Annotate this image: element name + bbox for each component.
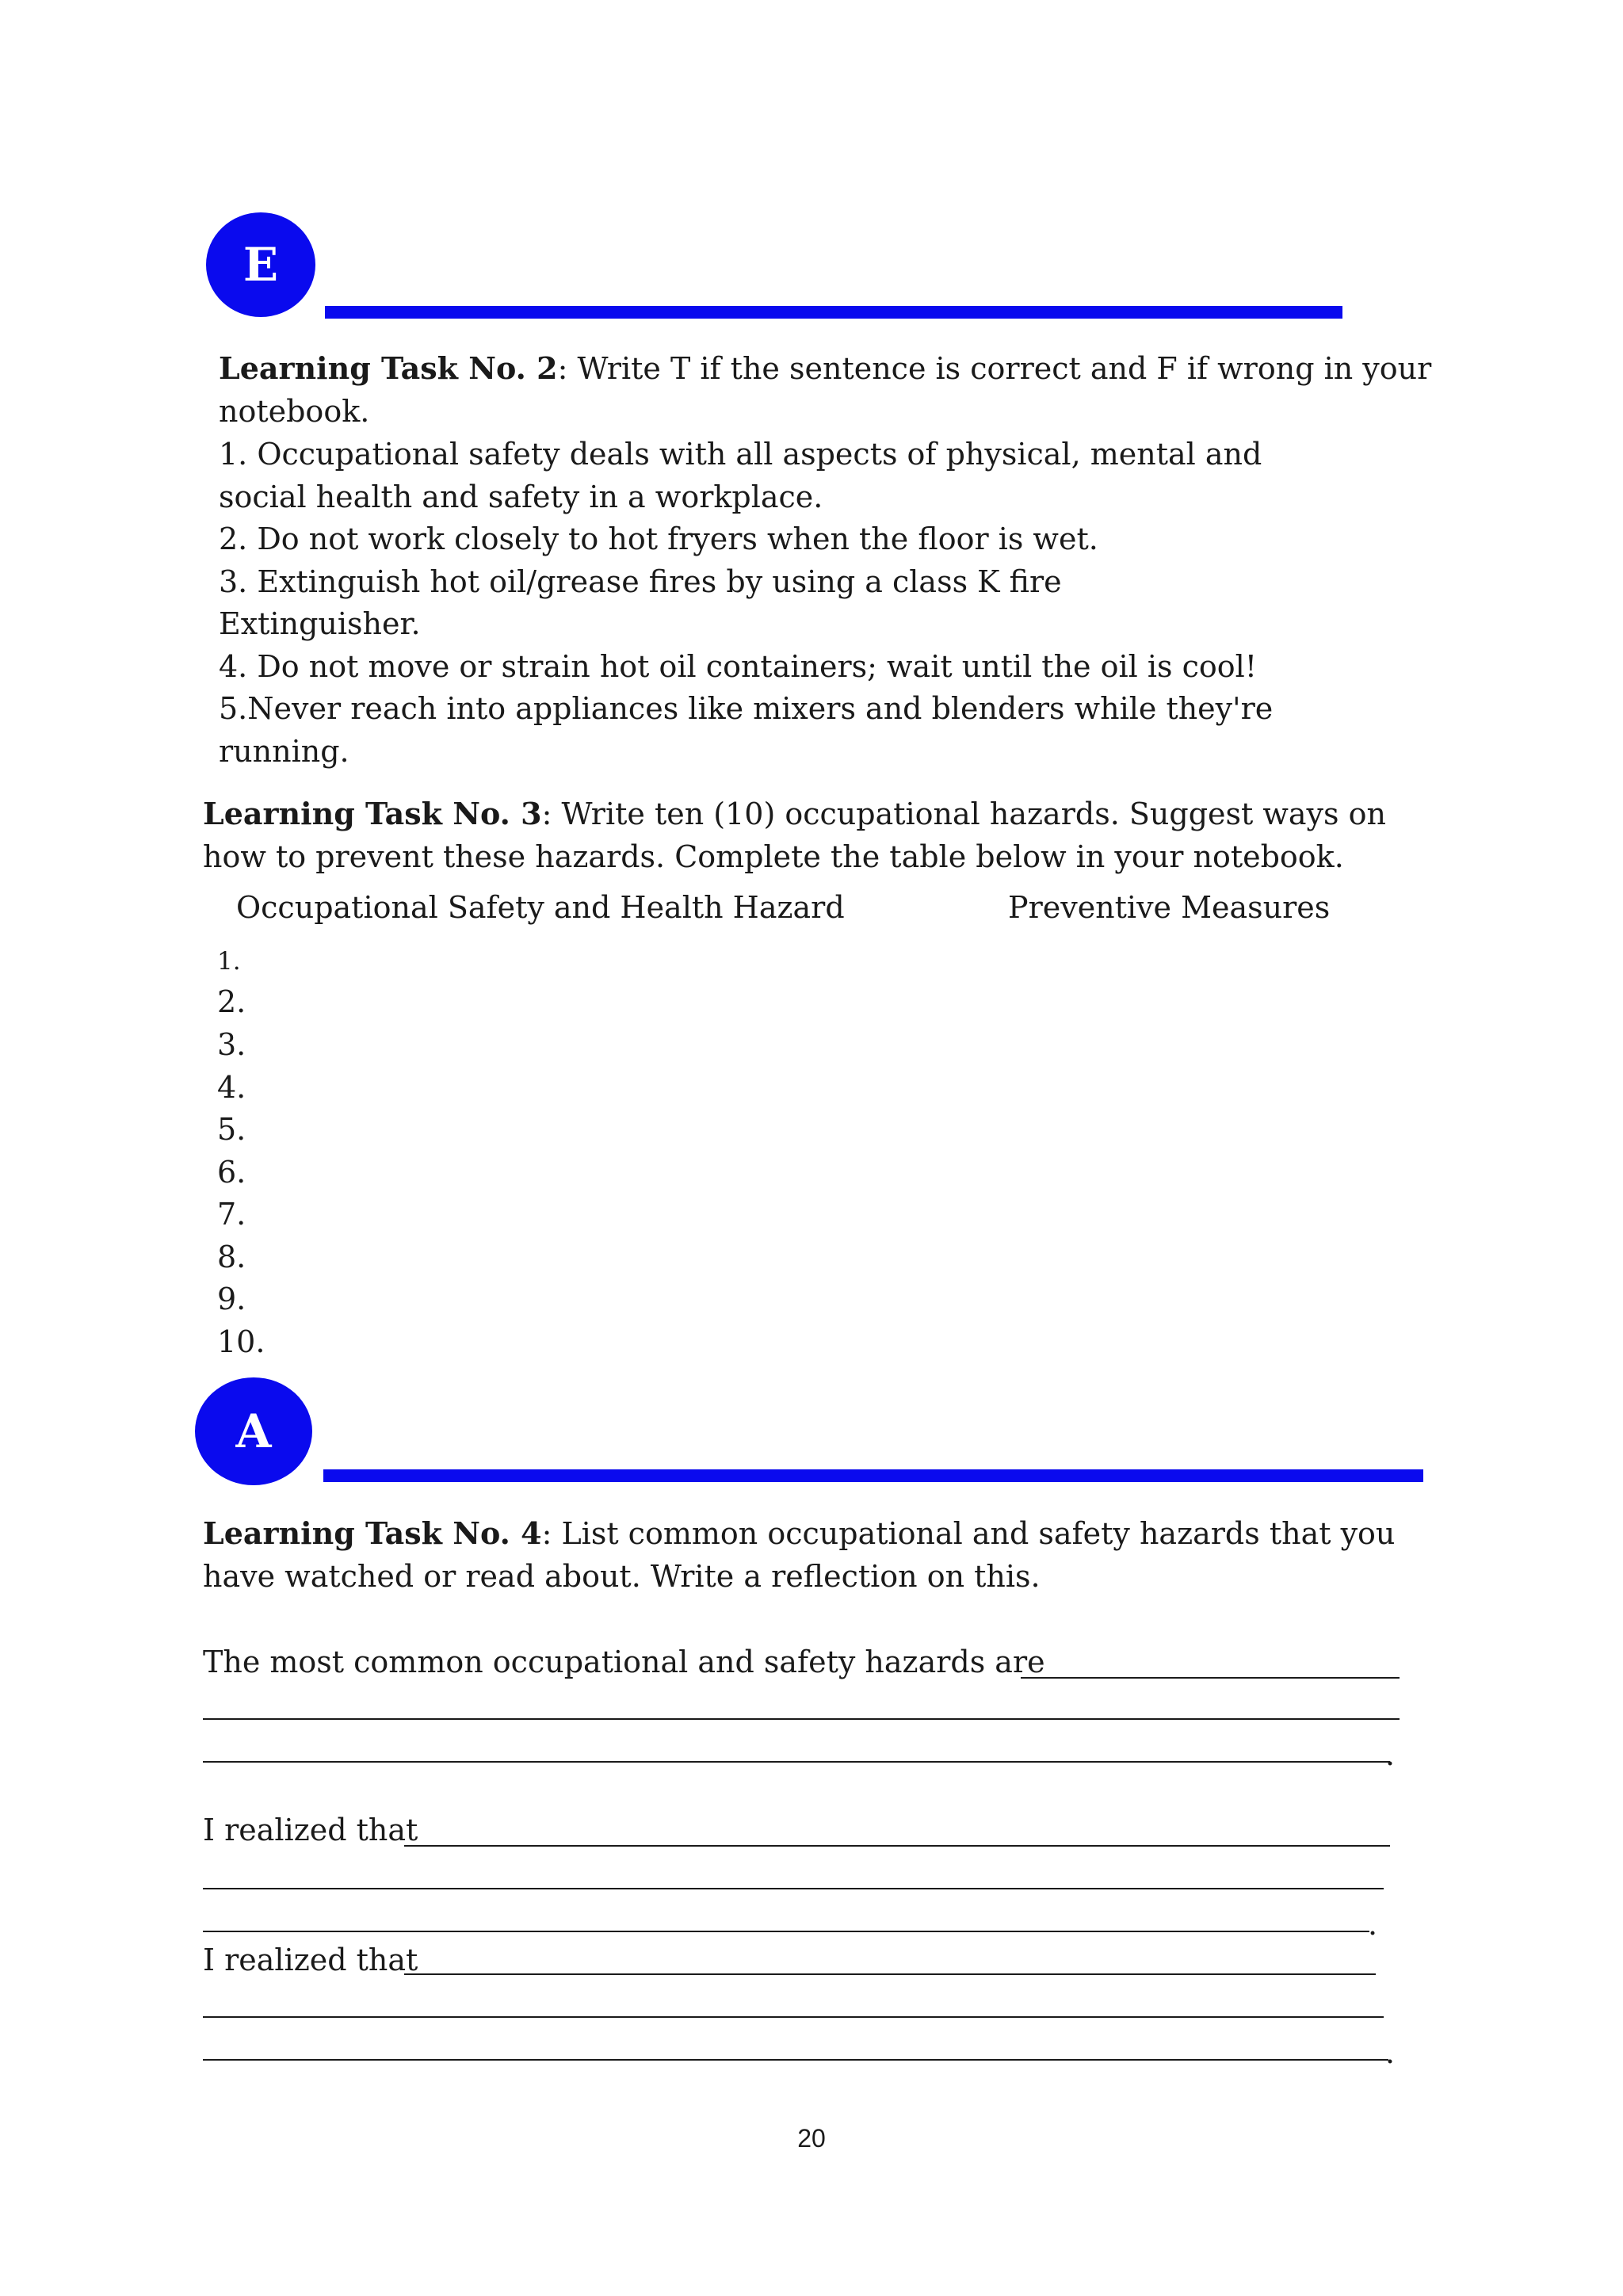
hazard-number-1: 1. [217, 947, 241, 976]
task2-instruction: : Write T if the sentence is correct and F if wrong in your [557, 351, 1432, 386]
answer-line-3b[interactable] [203, 2016, 1384, 2018]
task4-instruction: : List common occupational and safety hazards that you [541, 1516, 1396, 1551]
reflection-prompt-1: The most common occupational and safety hazards are [203, 1645, 1045, 1679]
task2-item-3-cont: Extinguisher. [219, 606, 421, 641]
task2-item-5: 5.Never reach into appliances like mixers and blenders while they're [219, 691, 1274, 726]
hazard-number-7: 7. [217, 1197, 246, 1232]
task2-item-5-cont: running. [219, 734, 349, 769]
hazard-number-10: 10. [217, 1324, 265, 1359]
task2-item-4: 4. Do not move or strain hot oil containers; wait until the oil is cool! [219, 649, 1258, 684]
section-a-letter: A [235, 1404, 272, 1458]
section-a-rule [323, 1469, 1423, 1482]
task3-heading-cont: how to prevent these hazards. Complete the table below in your notebook. [203, 839, 1344, 874]
hazard-number-2: 2. [217, 984, 246, 1019]
answer-line-1a[interactable] [1021, 1677, 1400, 1679]
task2-item-3: 3. Extinguish hot oil/grease fires by using a class K fire [219, 564, 1062, 599]
task2-label: Learning Task No. 2 [219, 350, 558, 386]
task2-item-1-cont: social health and safety in a workplace. [219, 479, 823, 514]
task4-heading-cont: have watched or read about. Write a reflection on this. [203, 1559, 1041, 1594]
hazard-number-9: 9. [217, 1282, 246, 1316]
task2-item-2: 2. Do not work closely to hot fryers when the floor is wet. [219, 521, 1098, 556]
hazard-number-6: 6. [217, 1155, 246, 1190]
task4-heading [203, 1512, 1395, 1555]
reflection-prompt-3: I realized that [203, 1943, 418, 1977]
answer-line-3a[interactable] [404, 1973, 1376, 1975]
answer-line-3c[interactable] [203, 2059, 1388, 2061]
answer-2-period: . [1368, 1907, 1378, 1942]
hazard-number-3: 3. [217, 1027, 246, 1062]
task3-heading [203, 793, 1386, 835]
hazard-number-5: 5. [217, 1112, 246, 1147]
answer-1-period: . [1385, 1737, 1396, 1772]
task3-label: Learning Task No. 3 [203, 796, 542, 831]
section-e-letter: E [242, 238, 279, 292]
task2-heading-cont: notebook. [219, 394, 370, 429]
section-e-badge [206, 212, 315, 317]
page-number: 20 [797, 2124, 826, 2153]
task3-instruction: : Write ten (10) occupational hazards. Suggest ways on [541, 797, 1386, 831]
task4-label: Learning Task No. 4 [203, 1515, 542, 1551]
task2-heading [219, 347, 1431, 390]
hazard-number-8: 8. [217, 1240, 246, 1274]
answer-line-2c[interactable] [203, 1931, 1369, 1932]
reflection-prompt-2: I realized that [203, 1813, 418, 1847]
answer-3-period: . [1385, 2035, 1396, 2070]
answer-line-1c[interactable] [203, 1761, 1390, 1763]
answer-line-2b[interactable] [203, 1888, 1384, 1889]
answer-line-2a[interactable] [404, 1845, 1390, 1847]
answer-line-1b[interactable] [203, 1718, 1400, 1720]
table-header-hazard: Occupational Safety and Health Hazard [236, 890, 845, 925]
section-e-rule [325, 306, 1342, 319]
task2-item-1: 1. Occupational safety deals with all aspects of physical, mental and [219, 437, 1262, 472]
hazard-number-4: 4. [217, 1070, 246, 1105]
section-a-badge [195, 1377, 312, 1485]
table-header-measures: Preventive Measures [1008, 890, 1331, 925]
